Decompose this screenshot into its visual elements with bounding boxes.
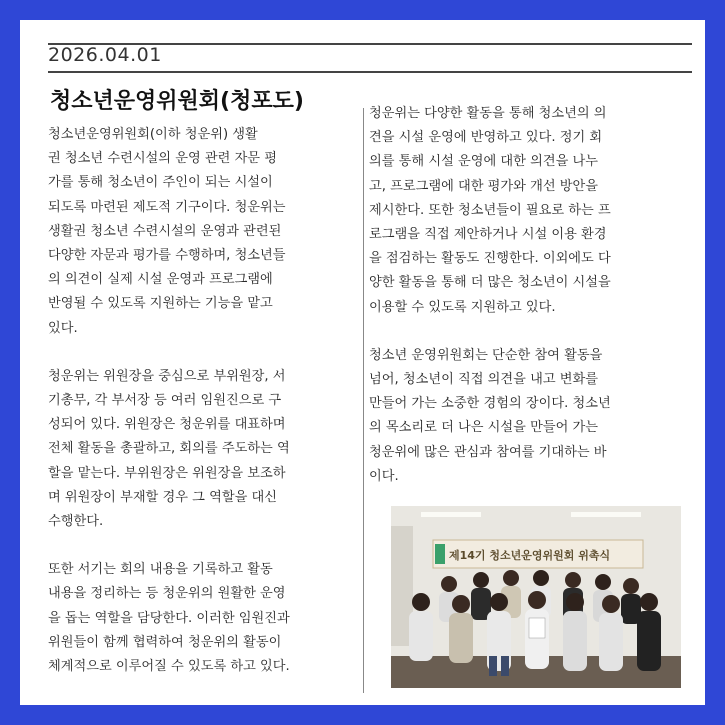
column-divider bbox=[363, 108, 364, 693]
banner-text: 제14기 청소년운영위원회 위촉식 bbox=[449, 549, 611, 562]
group-photo bbox=[391, 506, 681, 688]
paragraph: 청운위는 위원장을 중심으로 부위원장, 서 기총무, 각 부서장 등 여러 임원진으로 구 성되어 있다. 위원장은 청운위를 대표하며 전체 활동을 총괄하고, 회의를 주도하는 역 할을 맡는다. 부위원장은 위원장을 보조하 며 위원장이 부재할 경우 그 역할을 대신 수행한다. bbox=[48, 368, 290, 530]
article-date: 2026.04.01 bbox=[48, 44, 162, 66]
paragraph: 청운위는 다양한 활동을 통해 청소년의 의 견을 시설 운영에 반영하고 있다. 정기 회 의를 통해 시설 운영에 대한 의견을 나누 고, 프로그램에 대한 평가와 개선 방안을 제시한다. 또한 청소년들이 필요로 하는 프 로그램을 직접 제안하거나 시설 이용 환경 을 점검하는 활동도 진행한다. 이외에도 다 양한 활동을 통해 더 많은 청소년이 시설을 이용할 수 있도록 지원하고 있다. bbox=[369, 106, 611, 315]
article-page bbox=[20, 20, 705, 705]
left-column bbox=[48, 123, 364, 703]
paragraph: 청소년운영위원회(이하 청운위) 생활 권 청소년 수련시설의 운영 관련 자문 평 가를 통해 청소년이 주인이 되는 시설이 되도록 마련된 제도적 기구이다. 청운위는 생활권 청소년 수련시설의 운영과 관련된 다양한 자문과 평가를 수행하며, 청소년들 의 의견이 실제 시설 운영과 프로그램에 반영될 수 있도록 지원하는 기능을 맡고 있다. bbox=[48, 127, 286, 336]
right-column bbox=[369, 102, 687, 513]
paragraph: 또한 서기는 회의 내용을 기록하고 활동 내용을 정리하는 등 청운위의 원활한 운영 을 돕는 역할을 담당한다. 이러한 임원진과 위원들이 함께 협력하여 청운위의 활동이 체계적으로 이루어질 수 있도록 하고 있다. bbox=[48, 562, 290, 675]
paragraph: 청소년 운영위원회는 단순한 참여 활동을 넘어, 청소년이 직접 의견을 내고 변화를 만들어 가는 소중한 경험의 장이다. 청소년 의 목소리로 더 나은 시설을 만들어 가는 청운위에 많은 관심과 참여를 기대하는 바 이다. bbox=[369, 347, 611, 484]
date-rule bbox=[48, 71, 692, 73]
article-title: 청소년운영위원회(청포도) bbox=[50, 89, 304, 114]
